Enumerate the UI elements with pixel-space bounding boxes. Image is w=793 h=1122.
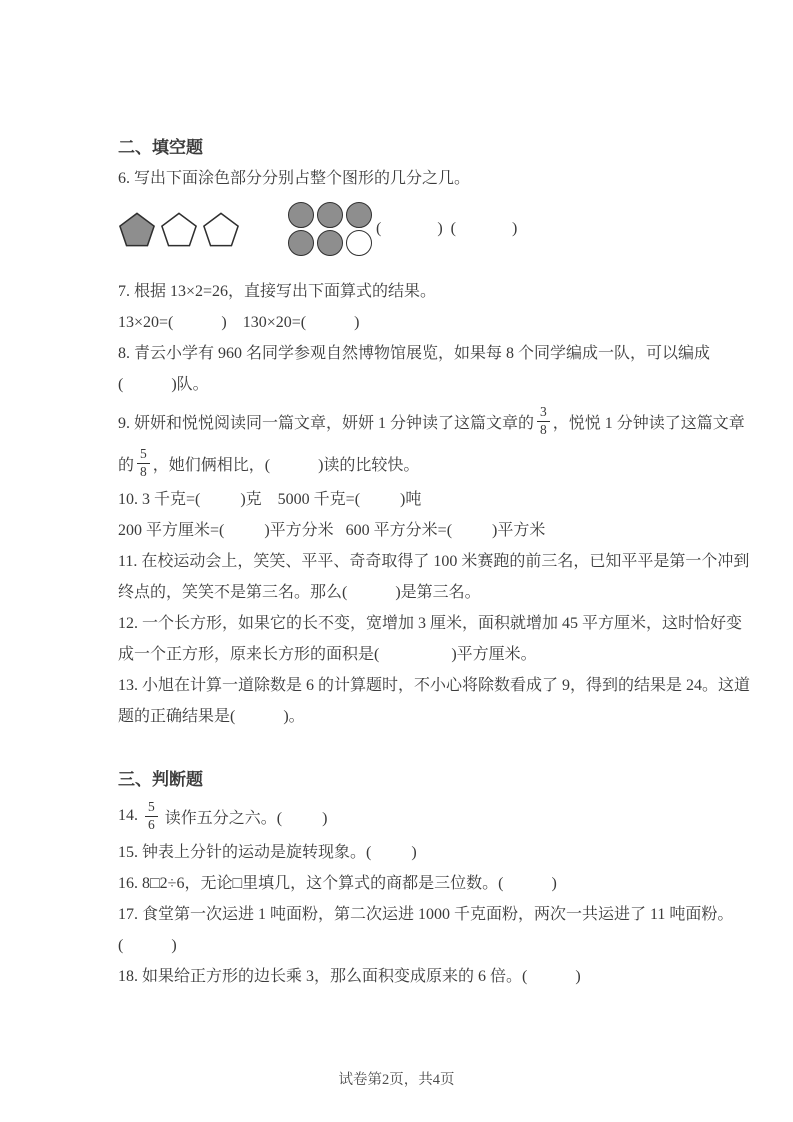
question-9-text: ，悦悦 1 分钟读了这篇文章	[552, 414, 745, 432]
question-14-number: 14.	[118, 807, 142, 824]
question-8-text: 8. 青云小学有 960 名同学参观自然博物馆展览，如果每 8 个同学编成一队，可以编成	[118, 345, 711, 362]
question-8-blank: ( )队。	[118, 376, 209, 393]
question-9-text: 9. 妍妍和悦悦阅读同一篇文章，妍妍 1 分钟读了这篇文章的	[118, 414, 535, 432]
fraction-numerator: 5	[137, 447, 150, 463]
circle-shape	[317, 202, 343, 228]
fraction-numerator: 5	[145, 800, 158, 816]
question-15-text: 15. 钟表上分针的运动是旋转现象。( )	[118, 844, 417, 861]
question-9-line2	[118, 442, 718, 484]
page-footer: 试卷第2页，共4页	[338, 1072, 455, 1088]
question-18-text: 18. 如果给正方形的边长乘 3，那么面积变成原来的 6 倍。( )	[118, 968, 581, 985]
pentagon-shape	[202, 211, 240, 248]
question-9-blank: ，她们俩相比，( )读的比较快。	[152, 456, 420, 474]
fraction-five-sixths	[145, 800, 158, 831]
question-12-line2: 成一个正方形，原来长方形的面积是( )平方厘米。	[118, 646, 537, 663]
circle-group	[288, 202, 372, 256]
page-content	[118, 132, 751, 992]
question-9-line1	[118, 400, 745, 442]
section-title-judge: 三、判断题	[118, 770, 203, 789]
question-14-text: 读作五分之六。( )	[160, 809, 328, 827]
question-13-line2: 题的正确结果是( )。	[118, 708, 305, 725]
question-10-line1: 10. 3 千克=( )克 5000 千克=( )吨	[118, 491, 422, 508]
question-12-line1: 12. 一个长方形，如果它的长不变，宽增加 3 厘米，面积就增加 45 平方厘米，这时恰好变	[118, 615, 743, 632]
circle-shape	[288, 230, 314, 256]
question-6-text: 6. 写出下面涂色部分分别占整个图形的几分之几。	[118, 170, 471, 187]
question-10-line2: 200 平方厘米=( )平方分米 600 平方分米=( )平方米	[118, 522, 546, 539]
fraction-denominator: 8	[540, 421, 547, 437]
circle-shape	[317, 230, 343, 256]
pentagon-shape	[118, 211, 156, 248]
circle-shape	[346, 202, 372, 228]
question-7-text: 7. 根据 13×2=26，直接写出下面算式的结果。	[118, 283, 437, 300]
question-11-line2: 终点的，笑笑不是第三名。那么( )是第三名。	[118, 584, 481, 601]
question-13-line1: 13. 小旭在计算一道除数是 6 的计算题时，不小心将除数看成了 9，得到的结果是 24。这道	[118, 677, 751, 694]
fraction-numerator: 3	[537, 405, 550, 421]
question-11-line1: 11. 在校运动会上，笑笑、平平、奇奇取得了 100 米赛跑的前三名，已知平平是第一个冲到	[118, 553, 750, 570]
question-6-answer-blanks: ( ) ( )	[376, 220, 518, 237]
question-6-figure	[118, 198, 718, 260]
question-14-line	[118, 795, 718, 837]
pentagon-shape	[160, 211, 198, 248]
question-9-text: 的	[118, 456, 135, 474]
fraction-three-eighths	[537, 405, 550, 436]
question-7-blanks: 13×20=( ) 130×20=( )	[118, 314, 360, 331]
circle-shape	[288, 202, 314, 228]
question-17-line2: ( )	[118, 937, 177, 954]
circle-shape	[346, 230, 372, 256]
fraction-five-eighths	[137, 447, 150, 478]
fraction-denominator: 8	[140, 463, 147, 479]
fraction-denominator: 6	[148, 816, 155, 832]
question-17-line1: 17. 食堂第一次运进 1 吨面粉，第二次运进 1000 千克面粉，两次一共运进了 11 吨面粉。	[118, 906, 734, 923]
section-title-fill-in: 二、填空题	[118, 138, 203, 157]
question-16-text: 16. 8□2÷6，无论□里填几，这个算式的商都是三位数。( )	[118, 875, 557, 892]
pentagon-group	[118, 211, 240, 248]
